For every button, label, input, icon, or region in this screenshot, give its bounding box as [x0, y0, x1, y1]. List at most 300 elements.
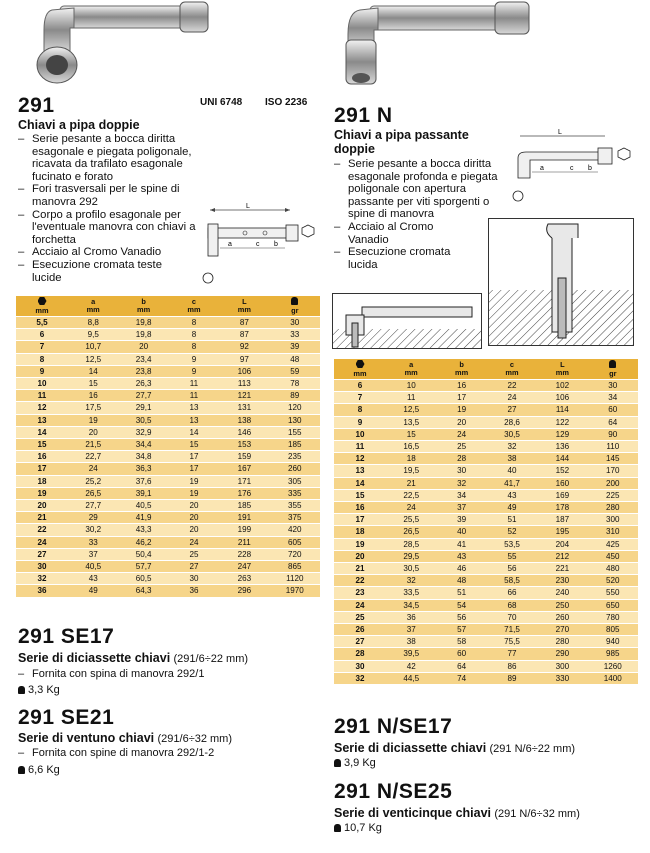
table-cell: 66 — [487, 587, 537, 599]
table-cell: 146 — [219, 426, 269, 438]
table-cell: 78 — [270, 378, 320, 390]
table-row — [16, 353, 320, 365]
table-row — [16, 585, 320, 597]
table-cell: 250 — [537, 599, 587, 611]
table-cell: 425 — [588, 538, 638, 550]
table-cell: 27 — [169, 561, 219, 573]
table-cell: 480 — [588, 563, 638, 575]
table-cell: 89 — [487, 672, 537, 684]
table-cell: 90 — [588, 428, 638, 440]
table-cell: 11 — [16, 390, 68, 402]
table-cell: 16 — [334, 502, 386, 514]
table-cell: 171 — [219, 475, 269, 487]
set-title-291n-se17: Serie di diciassette chiavi (291 N/6÷22 mm) — [334, 741, 576, 755]
table-cell: 39,1 — [118, 487, 168, 499]
table-cell: 9 — [169, 365, 219, 377]
table-cell: 113 — [219, 378, 269, 390]
dim-label-L: L — [558, 129, 562, 136]
table-cell: 450 — [588, 550, 638, 562]
table-row — [334, 416, 638, 428]
set-title-291n-se25: Serie di venticinque chiavi (291 N/6÷32 mm) — [334, 806, 580, 820]
table-cell: 225 — [588, 489, 638, 501]
set-weight-291n-se17: 3,9 Kg — [334, 757, 376, 769]
table-cell: 43 — [68, 573, 118, 585]
table-cell: 14 — [334, 477, 386, 489]
table-cell: 55 — [487, 550, 537, 562]
table-cell: 48 — [270, 353, 320, 365]
table-cell: 29,5 — [386, 550, 436, 562]
table-cell: 136 — [537, 441, 587, 453]
table-cell: 20 — [169, 500, 219, 512]
table-cell: 9 — [16, 365, 68, 377]
col-header-weight: gr — [270, 296, 320, 317]
table-cell: 38 — [386, 636, 436, 648]
table-row — [334, 550, 638, 562]
table-cell: 25 — [169, 548, 219, 560]
table-row — [334, 636, 638, 648]
table-row — [334, 477, 638, 489]
table-cell: 130 — [270, 414, 320, 426]
table-cell: 24 — [487, 392, 537, 404]
table-cell: 14 — [16, 426, 68, 438]
table-cell: 42 — [386, 660, 436, 672]
table-row — [334, 428, 638, 440]
table-cell: 24 — [68, 463, 118, 475]
table-cell: 37,6 — [118, 475, 168, 487]
sizes-table-291 — [16, 296, 320, 598]
table-cell: 77 — [487, 648, 537, 660]
table-cell: 36 — [169, 585, 219, 597]
feature-item: – Fori trasversali per le spine di manovra 292 — [18, 183, 207, 208]
table-cell: 5,5 — [16, 317, 68, 329]
table-cell: 21 — [386, 477, 436, 489]
table-cell: 30 — [334, 660, 386, 672]
table-cell: 805 — [588, 624, 638, 636]
table-cell: 720 — [270, 548, 320, 560]
table-cell: 16,5 — [386, 441, 436, 453]
table-cell: 25,2 — [68, 475, 118, 487]
table-row — [334, 465, 638, 477]
col-header-c: c mm — [169, 296, 219, 317]
table-cell: 24 — [386, 502, 436, 514]
table-cell: 296 — [219, 585, 269, 597]
table-cell: 985 — [588, 648, 638, 660]
table-row — [16, 487, 320, 499]
table-cell: 129 — [537, 428, 587, 440]
table-cell: 159 — [219, 451, 269, 463]
table-cell: 27 — [334, 636, 386, 648]
table-cell: 940 — [588, 636, 638, 648]
table-cell: 131 — [219, 402, 269, 414]
table-cell: 1970 — [270, 585, 320, 597]
table-cell: 9 — [169, 353, 219, 365]
table-cell: 18 — [334, 526, 386, 538]
table-cell: 102 — [537, 380, 587, 392]
table-cell: 33 — [270, 329, 320, 341]
table-cell: 240 — [537, 587, 587, 599]
table-cell: 32 — [16, 573, 68, 585]
table-cell: 200 — [588, 477, 638, 489]
dim-label-L: L — [246, 203, 250, 210]
wrench-291n-photo — [330, 0, 535, 88]
table-header-row — [16, 296, 320, 317]
table-cell: 28,6 — [487, 416, 537, 428]
table-cell: 12 — [16, 402, 68, 414]
table-cell: 36 — [386, 611, 436, 623]
table-cell: 25,5 — [386, 514, 436, 526]
table-cell: 21,5 — [68, 439, 118, 451]
table-cell: 15 — [334, 489, 386, 501]
col-header-L: L mm — [219, 296, 269, 317]
feature-item: – Esecuzione cromata lucida — [334, 246, 478, 271]
table-cell: 335 — [270, 487, 320, 499]
wrench-291-photo — [30, 0, 210, 88]
table-cell: 39,5 — [386, 648, 436, 660]
table-cell: 46,2 — [118, 536, 168, 548]
table-cell: 27 — [16, 548, 68, 560]
table-cell: 13,5 — [386, 416, 436, 428]
table-cell: 50,4 — [118, 548, 168, 560]
table-cell: 14 — [68, 365, 118, 377]
table-cell: 56 — [436, 611, 486, 623]
table-cell: 22,7 — [68, 451, 118, 463]
table-cell: 122 — [537, 416, 587, 428]
table-cell: 75,5 — [487, 636, 537, 648]
table-cell: 11 — [334, 441, 386, 453]
table-cell: 11 — [169, 390, 219, 402]
table-cell: 110 — [588, 441, 638, 453]
table-cell: 176 — [219, 487, 269, 499]
dim-label-c: c — [256, 241, 260, 248]
table-cell: 191 — [219, 512, 269, 524]
table-cell: 8 — [169, 341, 219, 353]
table-cell: 20 — [169, 512, 219, 524]
table-row — [334, 489, 638, 501]
table-cell: 185 — [219, 500, 269, 512]
set-note-291-se17: – Fornita con spina di manovra 292/1 — [18, 668, 308, 681]
set-weight-291-se21: 6,6 Kg — [18, 764, 60, 776]
table-cell: 57,7 — [118, 561, 168, 573]
table-row — [16, 414, 320, 426]
table-row — [16, 548, 320, 560]
table-cell: 39 — [270, 341, 320, 353]
set-title-291-se17: Serie di diciassette chiavi (291/6÷22 mm) — [18, 651, 249, 665]
table-row — [334, 453, 638, 465]
table-cell: 230 — [537, 575, 587, 587]
table-cell: 280 — [537, 636, 587, 648]
table-row — [16, 439, 320, 451]
table-cell: 26 — [334, 624, 386, 636]
table-cell: 178 — [537, 502, 587, 514]
table-row — [16, 500, 320, 512]
table-row — [334, 660, 638, 672]
table-cell: 30,5 — [386, 563, 436, 575]
table-cell: 106 — [537, 392, 587, 404]
table-cell: 44,5 — [386, 672, 436, 684]
table-cell: 170 — [588, 465, 638, 477]
set-weight-291n-se25: 10,7 Kg — [334, 822, 382, 834]
table-cell: 26,5 — [386, 526, 436, 538]
table-row — [334, 672, 638, 684]
table-row — [16, 390, 320, 402]
table-cell: 263 — [219, 573, 269, 585]
table-row — [16, 475, 320, 487]
table-cell: 17 — [169, 463, 219, 475]
table-cell: 34 — [436, 489, 486, 501]
table-cell: 64,3 — [118, 585, 168, 597]
table-cell: 21 — [334, 563, 386, 575]
table-row — [334, 404, 638, 416]
usage-illustration-pin — [332, 293, 482, 349]
table-row — [334, 514, 638, 526]
weight-icon — [18, 686, 25, 694]
table-row — [334, 392, 638, 404]
table-row — [334, 648, 638, 660]
table-cell: 160 — [537, 477, 587, 489]
table-cell: 8 — [169, 317, 219, 329]
table-cell: 17,5 — [68, 402, 118, 414]
table-cell: 41,7 — [487, 477, 537, 489]
table-cell: 29,1 — [118, 402, 168, 414]
table-cell: 57 — [436, 624, 486, 636]
table-row — [334, 538, 638, 550]
table-cell: 16 — [68, 390, 118, 402]
table-cell: 20 — [436, 416, 486, 428]
table-cell: 10,7 — [68, 341, 118, 353]
table-cell: 7 — [16, 341, 68, 353]
table-cell: 8 — [16, 353, 68, 365]
table-cell: 29 — [68, 512, 118, 524]
table-cell: 865 — [270, 561, 320, 573]
table-cell: 17 — [16, 463, 68, 475]
table-cell: 19 — [68, 414, 118, 426]
standard-uni: UNI 6748 — [200, 97, 243, 108]
table-cell: 30,5 — [118, 414, 168, 426]
table-cell: 27 — [487, 404, 537, 416]
feature-item: – Serie pesante a bocca diritta esagonale profonda e piegata poligonale con apertura passante per viti sporgenti o spine di manovra — [334, 158, 504, 221]
table-row — [334, 575, 638, 587]
set-note-291-se21: – Fornita con spine di manovra 292/1-2 — [18, 747, 308, 760]
table-cell: 300 — [588, 514, 638, 526]
table-cell: 26,3 — [118, 378, 168, 390]
table-cell: 39 — [436, 514, 486, 526]
set-code-291n-se25: 291 N/SE25 — [334, 780, 453, 803]
table-cell: 32 — [334, 672, 386, 684]
feature-item: – Serie pesante a bocca diritta esagonale e piegata poligonale, ricavata da trafilato esagonale fucinato e forato — [18, 133, 223, 183]
table-cell: 144 — [537, 453, 587, 465]
table-cell: 280 — [588, 502, 638, 514]
table-cell: 32 — [386, 575, 436, 587]
table-cell: 70 — [487, 611, 537, 623]
table-cell: 19,5 — [386, 465, 436, 477]
table-cell: 37 — [436, 502, 486, 514]
table-cell: 310 — [588, 526, 638, 538]
table-cell: 169 — [537, 489, 587, 501]
table-row — [16, 451, 320, 463]
table-cell: 23 — [334, 587, 386, 599]
col-header-a: a mm — [68, 296, 118, 317]
product-code-291n: 291 N — [334, 104, 393, 127]
table-cell: 212 — [537, 550, 587, 562]
table-cell: 187 — [537, 514, 587, 526]
table-cell: 9 — [334, 416, 386, 428]
table-cell: 19 — [334, 538, 386, 550]
table-cell: 10 — [386, 380, 436, 392]
feature-item: – Acciaio al Cromo Vanadio — [334, 221, 458, 246]
table-cell: 235 — [270, 451, 320, 463]
feature-item: – Esecuzione cromata teste lucide — [18, 259, 182, 284]
table-cell: 52 — [487, 526, 537, 538]
weight-icon — [334, 759, 341, 767]
weight-icon — [18, 766, 25, 774]
table-cell: 152 — [537, 465, 587, 477]
table-cell: 15 — [169, 439, 219, 451]
table-cell: 420 — [270, 524, 320, 536]
table-cell: 23,8 — [118, 365, 168, 377]
product-title-291n: Chiavi a pipa passante doppie — [334, 128, 469, 156]
table-cell: 17 — [169, 451, 219, 463]
table-cell: 1260 — [588, 660, 638, 672]
table-cell: 68 — [487, 599, 537, 611]
dim-label-b: b — [274, 241, 278, 248]
feature-list-291n — [334, 158, 504, 271]
table-cell: 6 — [16, 329, 68, 341]
table-cell: 37 — [386, 624, 436, 636]
table-cell: 49 — [487, 502, 537, 514]
table-cell: 19,8 — [118, 317, 168, 329]
table-cell: 58 — [436, 636, 486, 648]
table-cell: 23,4 — [118, 353, 168, 365]
dim-label-a: a — [228, 241, 232, 248]
table-cell: 41,9 — [118, 512, 168, 524]
table-cell: 12 — [334, 453, 386, 465]
technical-drawing-291 — [190, 200, 320, 290]
table-row — [334, 526, 638, 538]
feature-item: – Corpo a profilo esagonale per l'eventuale manovra con chiavi a forchetta — [18, 209, 207, 247]
product-code-291: 291 — [18, 94, 55, 117]
table-cell: 138 — [219, 414, 269, 426]
table-cell: 8,8 — [68, 317, 118, 329]
table-cell: 20 — [334, 550, 386, 562]
table-cell: 56 — [487, 563, 537, 575]
table-cell: 247 — [219, 561, 269, 573]
set-title-291-se21: Serie di ventuno chiavi (291/6÷32 mm) — [18, 731, 233, 745]
standard-iso: ISO 2236 — [265, 97, 308, 108]
set-code-291-se17: 291 SE17 — [18, 625, 115, 648]
table-cell: 24 — [16, 536, 68, 548]
table-cell: 28 — [334, 648, 386, 660]
table-cell: 211 — [219, 536, 269, 548]
table-cell: 106 — [219, 365, 269, 377]
table-cell: 32 — [436, 477, 486, 489]
table-cell: 22,5 — [386, 489, 436, 501]
table-cell: 30,2 — [68, 524, 118, 536]
table-cell: 51 — [487, 514, 537, 526]
dim-label-b: b — [588, 165, 592, 172]
table-cell: 58,5 — [487, 575, 537, 587]
table-row — [16, 426, 320, 438]
table-cell: 167 — [219, 463, 269, 475]
table-cell: 153 — [219, 439, 269, 451]
feature-item: – Acciaio al Cromo Vanadio — [18, 246, 223, 259]
table-cell: 185 — [270, 439, 320, 451]
weight-icon — [334, 824, 341, 832]
table-cell: 40,5 — [118, 500, 168, 512]
set-weight-291-se17: 3,3 Kg — [18, 684, 60, 696]
table-cell: 10 — [334, 428, 386, 440]
table-cell: 48 — [436, 575, 486, 587]
table-cell: 30 — [436, 465, 486, 477]
table-cell: 15 — [68, 378, 118, 390]
table-cell: 36 — [16, 585, 68, 597]
table-row — [16, 512, 320, 524]
table-cell: 121 — [219, 390, 269, 402]
table-cell: 25 — [436, 441, 486, 453]
col-header-c: c mm — [487, 359, 537, 380]
table-row — [16, 573, 320, 585]
table-cell: 11 — [169, 378, 219, 390]
table-cell: 12,5 — [386, 404, 436, 416]
table-cell: 40,5 — [68, 561, 118, 573]
table-cell: 520 — [588, 575, 638, 587]
table-cell: 13 — [169, 402, 219, 414]
table-cell: 19 — [169, 475, 219, 487]
table-cell: 16 — [436, 380, 486, 392]
table-cell: 28 — [436, 453, 486, 465]
table-cell: 1120 — [270, 573, 320, 585]
table-cell: 87 — [219, 317, 269, 329]
table-cell: 260 — [270, 463, 320, 475]
table-cell: 34,8 — [118, 451, 168, 463]
table-cell: 8 — [334, 404, 386, 416]
table-cell: 13 — [334, 465, 386, 477]
table-cell: 14 — [169, 426, 219, 438]
table-cell: 28,5 — [386, 538, 436, 550]
table-cell: 27,7 — [68, 500, 118, 512]
table-cell: 375 — [270, 512, 320, 524]
table-cell: 20 — [169, 524, 219, 536]
table-cell: 60,5 — [118, 573, 168, 585]
col-header-weight: gr — [588, 359, 638, 380]
table-cell: 26,5 — [68, 487, 118, 499]
table-row — [334, 599, 638, 611]
table-cell: 86 — [487, 660, 537, 672]
table-cell: 51 — [436, 587, 486, 599]
table-row — [16, 402, 320, 414]
table-cell: 64 — [588, 416, 638, 428]
table-row — [16, 378, 320, 390]
table-row — [334, 502, 638, 514]
table-cell: 355 — [270, 500, 320, 512]
table-row — [16, 365, 320, 377]
table-cell: 19,8 — [118, 329, 168, 341]
table-cell: 34 — [588, 392, 638, 404]
table-cell: 30,5 — [487, 428, 537, 440]
table-cell: 43,3 — [118, 524, 168, 536]
table-cell: 59 — [270, 365, 320, 377]
table-cell: 120 — [270, 402, 320, 414]
table-cell: 13 — [16, 414, 68, 426]
table-cell: 13 — [169, 414, 219, 426]
table-cell: 605 — [270, 536, 320, 548]
table-cell: 6 — [334, 380, 386, 392]
table-cell: 46 — [436, 563, 486, 575]
table-cell: 22 — [334, 575, 386, 587]
table-cell: 24 — [169, 536, 219, 548]
table-cell: 25 — [334, 611, 386, 623]
table-cell: 18 — [16, 475, 68, 487]
table-row — [334, 587, 638, 599]
